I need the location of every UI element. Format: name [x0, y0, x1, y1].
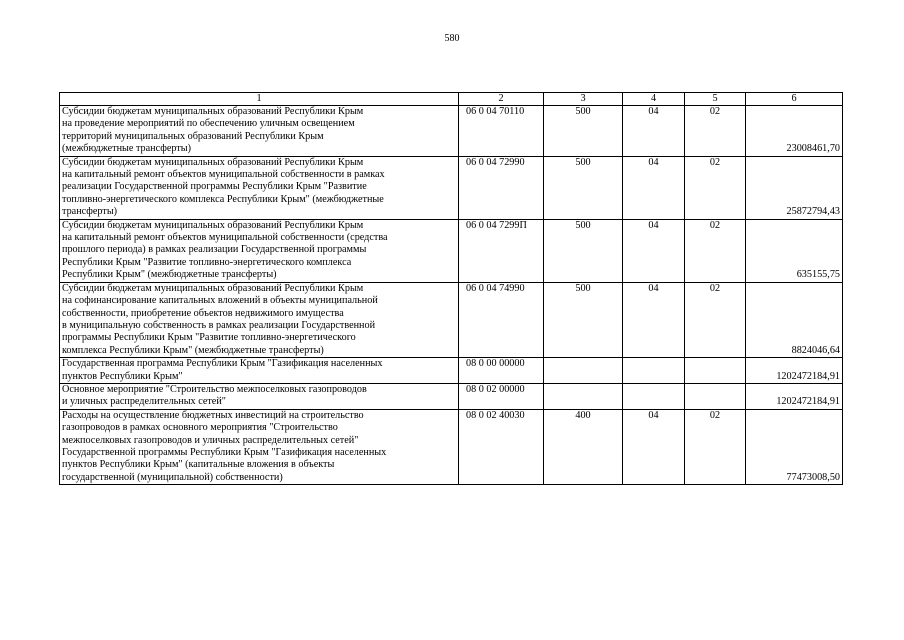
- row-name-line: на капитальный ремонт объектов муниципальной собственности в рамках: [62, 169, 385, 181]
- row-pr-cell: [685, 358, 746, 384]
- row-name-line: Субсидии бюджетам муниципальных образований Республики Крым: [62, 106, 364, 117]
- row-name-line: Государственной программы Республики Крым "Газификация населенных: [62, 446, 387, 458]
- table-header-row: [60, 93, 843, 106]
- header-col-1: 1: [60, 93, 459, 106]
- row-pr: 02: [709, 219, 721, 231]
- row-name-line: программы Республики Крым "Развитие топливно-энергетического: [62, 332, 356, 344]
- table-row: [60, 156, 843, 219]
- row-rz-cell: [623, 409, 685, 484]
- row-vr: 500: [575, 219, 591, 231]
- row-name-line: трансферты): [62, 206, 118, 218]
- row-sum-cell: [746, 282, 843, 357]
- page-number: 580: [444, 33, 460, 44]
- row-code: 06 0 04 70110: [466, 106, 525, 117]
- row-pr-cell: [685, 156, 746, 219]
- row-name-line: реализации Государственной программы Республики Крым "Развитие: [62, 181, 367, 193]
- row-name-line: топливно-энергетического комплекса Республики Крым" (межбюджетные: [62, 193, 384, 205]
- row-sum: 635155,75: [796, 269, 840, 281]
- row-name-line: Субсидии бюджетам муниципальных образований Республики Крым: [62, 219, 364, 231]
- row-pr-cell: [685, 383, 746, 409]
- row-pr-cell: [685, 282, 746, 357]
- row-pr-cell: [685, 409, 746, 484]
- row-code-cell: [459, 358, 544, 384]
- header-col-2: 2: [459, 93, 544, 106]
- row-name-line: Расходы на осуществление бюджетных инвестиций на строительство: [62, 409, 364, 421]
- row-name-line: Субсидии бюджетам муниципальных образований Республики Крым: [62, 156, 364, 168]
- row-vr-cell: [544, 383, 623, 409]
- row-name-line: государственной (муниципальной) собственности): [62, 471, 283, 483]
- row-rz: 04: [648, 106, 659, 117]
- row-pr-cell: [685, 106, 746, 157]
- row-sum-cell: [746, 156, 843, 219]
- row-name-line: на софинансирование капитальных вложений в объекты муниципальной: [62, 295, 378, 307]
- row-rz-cell: [623, 383, 685, 409]
- row-sum-cell: [746, 383, 843, 409]
- row-sum-cell: [746, 219, 843, 282]
- row-name-line: на капитальный ремонт объектов муниципальной собственности (средства: [62, 232, 388, 244]
- row-code-cell: [459, 156, 544, 219]
- row-code: 06 0 04 74990: [466, 282, 525, 294]
- row-name-line: собственности, приобретение объектов недвижимого имущества: [62, 307, 344, 319]
- row-name-line: Республики Крым "Развитие топливно-энергетического комплекса: [62, 256, 352, 268]
- row-code: 08 0 02 00000: [466, 383, 525, 395]
- row-name-cell: [60, 282, 459, 357]
- table-row: [60, 106, 843, 157]
- row-vr-cell: [544, 282, 623, 357]
- row-rz-cell: [623, 106, 685, 157]
- row-pr: 02: [709, 106, 721, 117]
- row-pr: 02: [709, 409, 721, 421]
- row-sum: 25872794,43: [786, 206, 840, 218]
- table-row: [60, 282, 843, 357]
- row-name-line: Субсидии бюджетам муниципальных образований Республики Крым: [62, 282, 364, 294]
- row-sum-cell: [746, 358, 843, 384]
- row-name-line: Республики Крым" (межбюджетные трансферты): [62, 269, 277, 281]
- row-rz: 04: [648, 219, 659, 231]
- row-rz: 04: [648, 282, 659, 294]
- row-name-line: в муниципальную собственность в рамках реализации Государственной: [62, 319, 376, 331]
- header-col-3: 3: [544, 93, 623, 106]
- row-name-cell: [60, 106, 459, 157]
- row-rz-cell: [623, 282, 685, 357]
- row-code-cell: [459, 409, 544, 484]
- row-sum-cell: [746, 106, 843, 157]
- row-sum-cell: [746, 409, 843, 484]
- row-sum: 77473008,50: [786, 471, 840, 483]
- row-sum: 1202472184,91: [776, 396, 840, 408]
- row-sum: 23008461,70: [786, 143, 840, 155]
- row-name-line: территорий муниципальных образований Республики Крым: [62, 130, 324, 142]
- row-name-cell: [60, 219, 459, 282]
- row-name-line: комплекса Республики Крым" (межбюджетные трансферты): [62, 344, 324, 356]
- row-rz-cell: [623, 156, 685, 219]
- row-name-cell: [60, 383, 459, 409]
- row-name-line: на проведение мероприятий по обеспечению уличным освещением: [62, 118, 355, 130]
- table-body: [60, 106, 843, 485]
- row-pr-cell: [685, 219, 746, 282]
- row-code-cell: [459, 106, 544, 157]
- row-vr: 500: [575, 156, 591, 168]
- row-sum: 8824046,64: [791, 344, 840, 356]
- table-row: [60, 358, 843, 384]
- row-vr-cell: [544, 219, 623, 282]
- row-vr-cell: [544, 106, 623, 157]
- table-row: [60, 409, 843, 484]
- row-code: 08 0 02 40030: [466, 409, 525, 421]
- row-code: 08 0 00 00000: [466, 358, 525, 370]
- row-code-cell: [459, 282, 544, 357]
- table-row: [60, 383, 843, 409]
- row-rz-cell: [623, 358, 685, 384]
- row-code-cell: [459, 219, 544, 282]
- table-row: [60, 219, 843, 282]
- row-sum: 1202472184,91: [776, 370, 840, 382]
- row-name-line: и уличных распределительных сетей": [62, 396, 226, 408]
- row-pr: 02: [709, 156, 721, 168]
- row-vr-cell: [544, 358, 623, 384]
- row-vr: 500: [575, 282, 591, 294]
- row-vr: 500: [575, 106, 591, 117]
- row-name-cell: [60, 156, 459, 219]
- row-name-line: Государственная программа Республики Крым "Газификация населенных: [62, 358, 383, 370]
- row-name-line: газопроводов в рамках основного мероприятия "Строительство: [62, 422, 338, 434]
- row-name-cell: [60, 409, 459, 484]
- row-name-line: межпоселковых газопроводов и уличных распределительных сетей": [62, 434, 359, 446]
- row-code: 06 0 04 72990: [466, 156, 525, 168]
- row-rz: 04: [648, 156, 659, 168]
- row-rz: 04: [648, 409, 659, 421]
- row-vr-cell: [544, 409, 623, 484]
- row-name-line: пунктов Республики Крым": [62, 370, 183, 382]
- row-vr-cell: [544, 156, 623, 219]
- row-code: 06 0 04 7299П: [466, 219, 527, 231]
- row-name-line: пунктов Республики Крым" (капитальные вложения в объекты: [62, 459, 335, 471]
- row-vr: 400: [575, 409, 591, 421]
- row-name-line: Основное мероприятие "Строительство межпоселковых газопроводов: [62, 383, 367, 395]
- row-name-line: (межбюджетные трансферты): [62, 143, 192, 155]
- header-col-5: 5: [685, 93, 746, 106]
- row-rz-cell: [623, 219, 685, 282]
- header-col-6: 6: [746, 93, 843, 106]
- budget-table: [59, 92, 843, 485]
- row-name-line: прошлого периода) в рамках реализации Государственной программы: [62, 244, 367, 256]
- row-code-cell: [459, 383, 544, 409]
- row-name-cell: [60, 358, 459, 384]
- row-pr: 02: [709, 282, 721, 294]
- header-col-4: 4: [623, 93, 685, 106]
